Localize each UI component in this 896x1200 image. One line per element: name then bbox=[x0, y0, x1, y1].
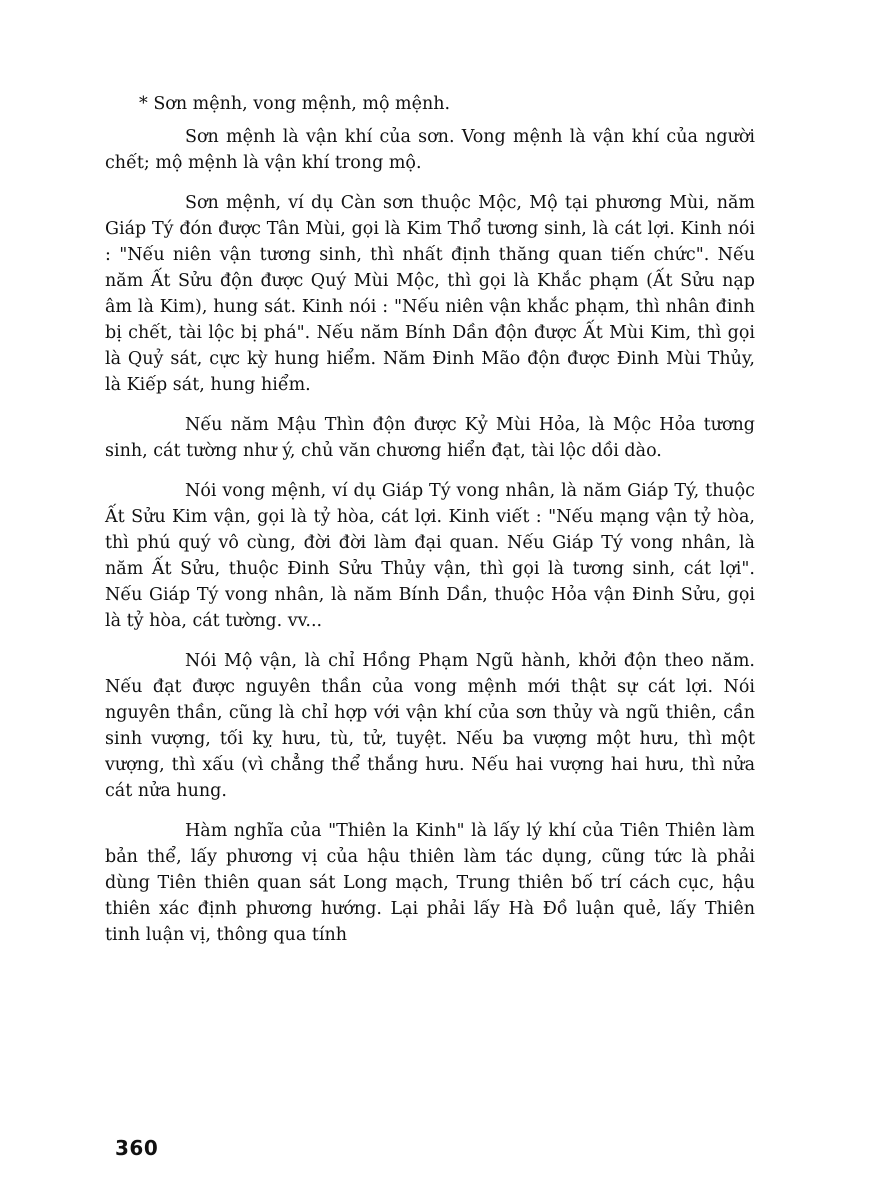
paragraph-4: Nói vong mệnh, ví dụ Giáp Tý vong nhân, là năm Giáp Tý, thuộc Ất Sửu Kim vận, gọi là tỷ hòa, cát lợi. Kinh viết : "Nếu mạng vận tỷ hòa, thì phú quý vô cùng, đời đời làm đại quan. Nếu Giáp Tý vong nhân, là năm Ất Sửu, thuộc Đinh Sửu Thủy vận, thì gọi là tương sinh, cát lợi". Nếu Giáp Tý vong nhân, là năm Bính Dần, thuộc Hỏa vận Đinh Sửu, gọi là tỷ hòa, cát tường. vv... bbox=[105, 481, 755, 631]
paragraph-3: Nếu năm Mậu Thìn độn được Kỷ Mùi Hỏa, là Mộc Hỏa tương sinh, cát tường như ý, chủ văn chương hiển đạt, tài lộc dồi dào. bbox=[105, 415, 755, 461]
section-heading: * Sơn mệnh, vong mệnh, mộ mệnh. bbox=[139, 94, 451, 114]
paragraph-6: Hàm nghĩa của "Thiên la Kinh" là lấy lý khí của Tiên Thiên làm bản thể, lấy phương vị của hậu thiên làm tác dụng, cũng tức là phải dùng Tiên thiên quan sát Long mạch, Trung thiên bố trí cách cục, hậu thiên xác định phương hướng. Lại phải lấy Hà Đồ luận quẻ, lấy Thiên tinh luận vị, thông qua tính bbox=[105, 821, 755, 945]
paragraph-2: Sơn mệnh, ví dụ Càn sơn thuộc Mộc, Mộ tại phương Mùi, năm Giáp Tý đón được Tân Mùi, gọi là Kim Thổ tương sinh, là cát lợi. Kinh nói : "Nếu niên vận tương sinh, thì nhất định thăng quan tiến chức". Nếu năm Ất Sửu độn được Quý Mùi Mộc, thì gọi là Khắc phạm (Ất Sửu nạp âm là Kim), hung sát. Kinh nói : "Nếu niên vận khắc phạm, thì nhân đinh bị chết, tài lộc bị phá". Nếu năm Bính Dần độn được Ất Mùi Kim, thì gọi là Quỷ sát, cực kỳ hung hiểm. Năm Đinh Mão độn được Đinh Mùi Thủy, là Kiếp sát, hung hiểm. bbox=[105, 193, 755, 395]
page-number: 360 bbox=[115, 1136, 159, 1160]
page-body bbox=[105, 88, 755, 962]
paragraph-5: Nói Mộ vận, là chỉ Hồng Phạm Ngũ hành, khởi độn theo năm. Nếu đạt được nguyên thần của vong mệnh mới thật sự cát lợi. Nói nguyên thần, cũng là chỉ hợp với vận khí của sơn thủy và ngũ thiên, cần sinh vượng, tối kỵ hưu, tù, tử, tuyệt. Nếu ba vượng một hưu, thì một vượng, thì xấu (vì chẳng thể thắng hưu. Nếu hai vượng hai hưu, thì nửa cát nửa hung. bbox=[105, 651, 755, 801]
paragraph-1: Sơn mệnh là vận khí của sơn. Vong mệnh là vận khí của người chết; mộ mệnh là vận khí trong mộ. bbox=[105, 127, 755, 173]
